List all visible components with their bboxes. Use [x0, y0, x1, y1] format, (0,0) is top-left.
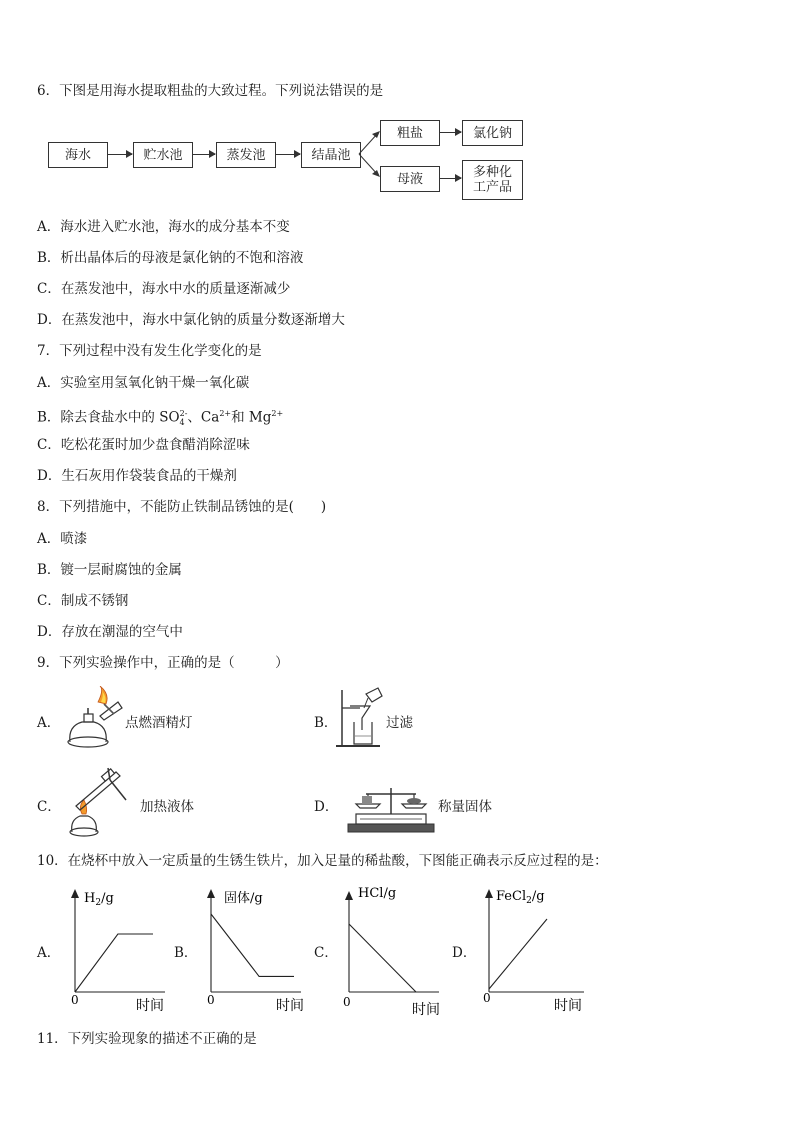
- q10-option-c-letter[interactable]: C．: [314, 945, 338, 961]
- q10-option-d-letter[interactable]: D．: [452, 945, 477, 961]
- q7-b-ca: 、Ca: [187, 409, 220, 426]
- q6-option-c[interactable]: C．在蒸发池中，海水中水的质量逐渐减少: [37, 281, 291, 297]
- chart-c-ylabel: HCl/g: [358, 886, 397, 901]
- chart-a-h2[interactable]: [60, 884, 170, 1014]
- chart-d-series-line: [489, 919, 547, 989]
- q8-option-d[interactable]: D．存放在潮湿的空气中: [37, 624, 183, 640]
- flow-box-evaporation: 蒸发池: [216, 142, 276, 168]
- q9-stem: 9．下列实验操作中，正确的是（ ）: [37, 655, 289, 671]
- q9-option-c-letter[interactable]: C．: [37, 799, 61, 815]
- q7-b-sub: 4: [179, 418, 185, 428]
- q7-b-ca-charge: 2+: [219, 409, 232, 418]
- chart-c-series-line: [349, 924, 416, 992]
- chart-a-series-line: [75, 934, 153, 992]
- chart-d-y-arrow: [485, 889, 493, 898]
- alcohol-lamp-lighting-image[interactable]: [60, 686, 126, 750]
- q9-option-b-letter[interactable]: B．: [314, 715, 338, 731]
- flow-arrow: [439, 178, 461, 179]
- q7-b-mg-charge: 2+: [271, 409, 284, 418]
- flow-box-storage: 贮水池: [133, 142, 193, 168]
- chart-c-origin: 0: [343, 995, 351, 1009]
- q7-option-c[interactable]: C．吃松花蛋时加少盘食醋消除涩味: [37, 437, 250, 453]
- q6-option-a[interactable]: A．海水进入贮水池，海水的成分基本不变: [37, 219, 290, 235]
- flow-chemicals-line1: 多种化: [472, 165, 512, 180]
- q7-stem: 7．下列过程中没有发生化学变化的是: [37, 343, 262, 359]
- q8-option-a[interactable]: A．喷漆: [37, 531, 88, 547]
- chart-b-y-arrow: [207, 889, 215, 898]
- chart-a-y-arrow: [71, 889, 79, 898]
- chart-c-hcl[interactable]: [334, 884, 444, 1019]
- q9-option-b-label: 过滤: [386, 715, 413, 731]
- flow-arrow: [275, 154, 300, 155]
- heating-liquid-image[interactable]: [64, 766, 136, 838]
- q9-option-d-letter[interactable]: D．: [314, 799, 339, 815]
- q10-stem: 10．在烧杯中放入一定质量的生锈生铁片，加入足量的稀盐酸，下图能正确表示反应过程的是：: [37, 853, 608, 869]
- q8-stem: 8．下列措施中，不能防止铁制品锈蚀的是( ): [37, 499, 327, 515]
- q7-option-d[interactable]: D．生石灰用作袋装食品的干燥剂: [37, 468, 237, 484]
- chart-d-ylabel: FeCl$_2$/g: [496, 889, 545, 906]
- flow-arrow: [192, 154, 215, 155]
- balance-weighing-image[interactable]: [346, 780, 436, 836]
- flow-box-nacl: 氯化钠: [462, 120, 523, 146]
- chart-b-origin: 0: [207, 993, 215, 1007]
- q7-b-mg: 和 Mg: [231, 409, 272, 426]
- flow-box-chemicals: [462, 160, 523, 200]
- q9-option-a-label: 点燃酒精灯: [125, 715, 193, 731]
- chart-a-ylabel: $H_2/g$: [84, 891, 114, 908]
- chart-a-origin: 0: [71, 993, 79, 1007]
- q9-option-d-label: 称量固体: [438, 799, 492, 815]
- q9-option-a-letter[interactable]: A．: [37, 715, 61, 731]
- q6-stem: 6．下图是用海水提取粗盐的大致过程。下列说法错误的是: [37, 83, 384, 99]
- q10-option-b-letter[interactable]: B．: [174, 945, 198, 961]
- chart-c-xlabel: 时间: [412, 1002, 440, 1018]
- chart-d-xlabel: 时间: [554, 998, 582, 1014]
- flow-chemicals-line2: 工产品: [472, 180, 512, 195]
- q8-option-b[interactable]: B．镀一层耐腐蚀的金属: [37, 562, 182, 578]
- q9-option-c-label: 加热液体: [140, 799, 194, 815]
- chart-c-y-arrow: [345, 891, 353, 900]
- q6-option-d[interactable]: D．在蒸发池中，海水中氯化钠的质量分数逐渐增大: [37, 312, 345, 328]
- filtration-image[interactable]: [334, 686, 386, 750]
- chart-b-xlabel: 时间: [276, 998, 304, 1014]
- flow-arrow: [439, 132, 461, 133]
- flow-branch-arrows: [358, 128, 382, 184]
- q8-option-c[interactable]: C．制成不锈钢: [37, 593, 129, 609]
- chart-a-xlabel: 时间: [136, 998, 164, 1014]
- q7-option-a[interactable]: A．实验室用氢氧化钠干燥一氧化碳: [37, 375, 250, 391]
- q11-stem: 11．下列实验现象的描述不正确的是: [37, 1031, 257, 1047]
- q7-b-sup: 2-: [179, 409, 188, 418]
- flow-box-seawater: 海水: [48, 142, 108, 168]
- chart-d-origin: 0: [483, 991, 491, 1005]
- flow-arrow: [107, 154, 132, 155]
- flow-box-mother-liquor: 母液: [380, 166, 440, 192]
- chart-b-solid[interactable]: [196, 884, 306, 1014]
- chart-d-fecl2[interactable]: [474, 884, 590, 1014]
- q7-option-b[interactable]: [37, 405, 283, 432]
- chart-b-ylabel: 固体/g: [224, 891, 263, 906]
- q7-b-prefix: B．除去食盐水中的 SO: [37, 409, 180, 426]
- flow-box-crude-salt: 粗盐: [380, 120, 440, 146]
- q10-option-a-letter[interactable]: A．: [37, 945, 61, 961]
- flow-box-crystallization: 结晶池: [301, 142, 361, 168]
- chart-b-series-line: [211, 914, 294, 976]
- q6-option-b[interactable]: B．析出晶体后的母液是氯化钠的不饱和溶液: [37, 250, 304, 266]
